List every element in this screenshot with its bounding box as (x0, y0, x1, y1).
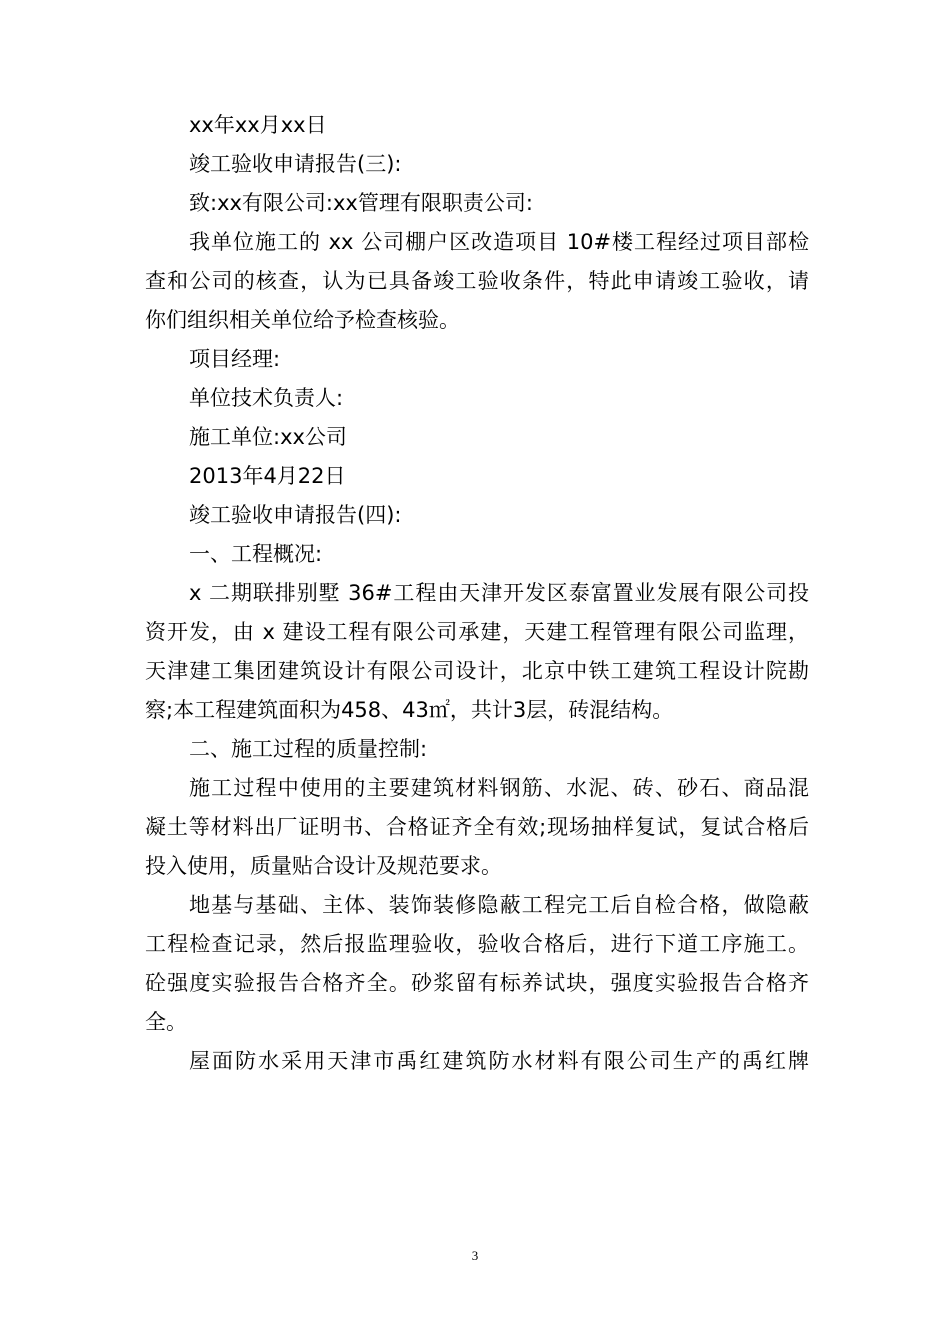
paragraph-line: 地基与基础、主体、装饰装修隐蔽工程完工后自检合格，做隐蔽 (189, 893, 809, 917)
signature-construction-unit: 施工单位:xx公司 (189, 425, 347, 449)
subheading-quality-control: 二、施工过程的质量控制: (189, 737, 428, 761)
paragraph-line: x 二期联排别墅 36#工程由天津开发区泰富置业发展有限公司投 (189, 581, 809, 605)
signature-date: 2013年4月22日 (189, 464, 346, 488)
paragraph-line: 天津建工集团建筑设计有限公司设计，北京中铁工建筑工程设计院勘 (145, 659, 809, 683)
paragraph-line: 凝土等材料出厂证明书、合格证齐全有效;现场抽样复试，复试合格后 (145, 815, 809, 839)
signature-technical-lead: 单位技术负责人: (189, 386, 344, 410)
addressee-line: 致:xx有限公司:xx管理有限职责公司: (189, 191, 533, 215)
paragraph-line: 全。 (145, 1010, 187, 1034)
subheading-overview: 一、工程概况: (189, 542, 323, 566)
document-body (145, 106, 809, 1081)
page-number: 3 (471, 1248, 479, 1263)
paragraph-line: 你们组织相关单位给予检查核验。 (145, 308, 460, 332)
paragraph-line: 查和公司的核查，认为已具备竣工验收条件，特此申请竣工验收，请 (145, 269, 809, 293)
paragraph-line: 工程检查记录，然后报监理验收，验收合格后，进行下道工序施工。 (145, 932, 809, 956)
paragraph-line: 施工过程中使用的主要建筑材料钢筋、水泥、砖、砂石、商品混 (189, 776, 809, 800)
paragraph-line: 察;本工程建筑面积为458、43㎡，共计3层，砖混结构。 (145, 698, 674, 722)
paragraph-line: 投入使用，质量贴合设计及规范要求。 (145, 854, 502, 878)
paragraph-line: 我单位施工的 xx 公司棚户区改造项目 10#楼工程经过项目部检 (189, 230, 809, 254)
section-heading-four: 竣工验收申请报告(四): (189, 503, 402, 527)
section-heading-three: 竣工验收申请报告(三): (189, 152, 402, 176)
paragraph-line: 屋面防水采用天津市禹红建筑防水材料有限公司生产的禹红牌 (189, 1049, 809, 1073)
date-line: xx年xx月xx日 (189, 113, 327, 137)
paragraph-line: 资开发，由 x 建设工程有限公司承建，天建工程管理有限公司监理， (145, 620, 809, 644)
signature-project-manager: 项目经理: (189, 347, 281, 371)
paragraph-line: 砼强度实验报告合格齐全。砂浆留有标养试块，强度实验报告合格齐 (145, 971, 809, 995)
